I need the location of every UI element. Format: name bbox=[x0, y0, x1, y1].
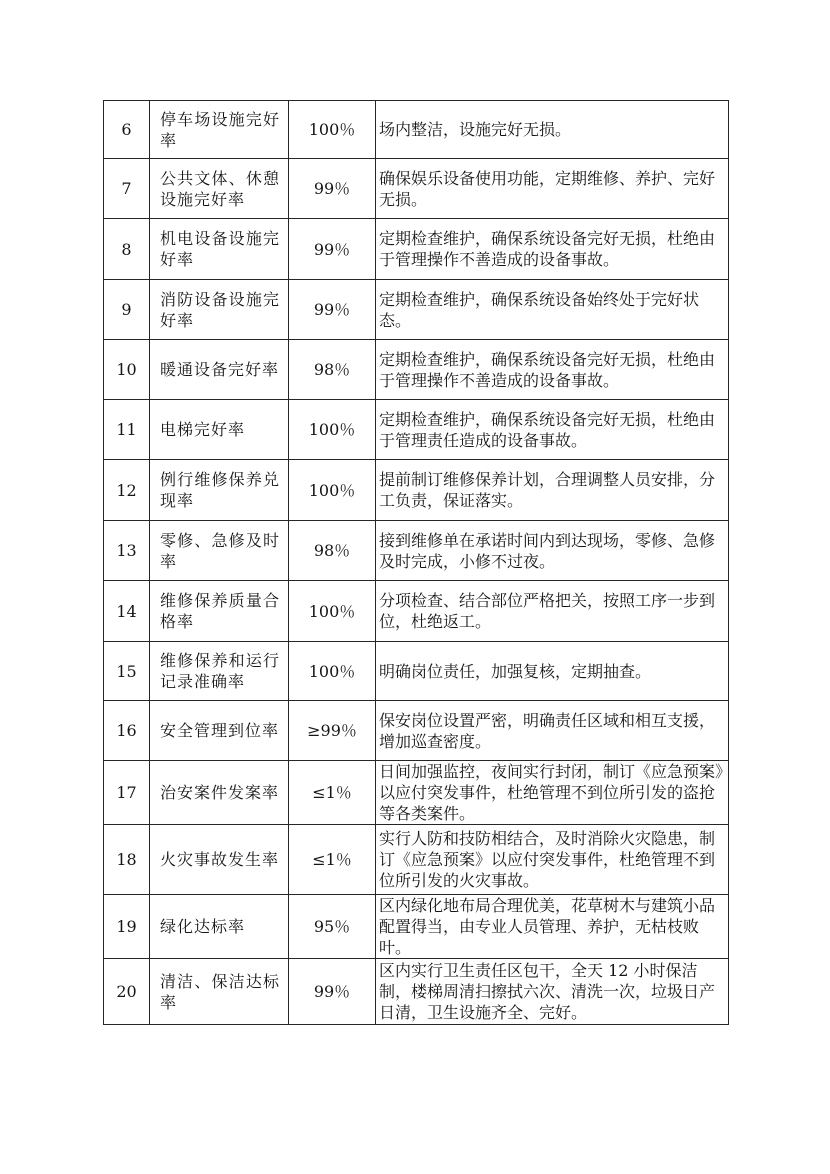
table-row bbox=[104, 959, 729, 1025]
row-number: 11 bbox=[104, 400, 150, 460]
row-number: 6 bbox=[104, 101, 150, 159]
target-value: 99％ bbox=[289, 280, 376, 340]
item-name: 绿化达标率 bbox=[150, 895, 289, 959]
item-name: 暖通设备完好率 bbox=[150, 340, 289, 400]
table-row bbox=[104, 159, 729, 219]
measure-text: 定期检查维护，确保系统设备完好无损，杜绝由于管理责任造成的设备事故。 bbox=[376, 400, 729, 460]
row-number: 14 bbox=[104, 581, 150, 642]
measure-text: 定期检查维护，确保系统设备始终处于完好状态。 bbox=[376, 280, 729, 340]
measure-text: 日间加强监控，夜间实行封闭，制订《应急预案》以应付突发事件，杜绝管理不到位所引发的盗抢等各类案件。 bbox=[376, 761, 729, 825]
target-value: 99％ bbox=[289, 159, 376, 219]
row-number: 18 bbox=[104, 825, 150, 895]
table-body bbox=[104, 101, 729, 1025]
measure-text: 实行人防和技防相结合，及时消除火灾隐患，制订《应急预案》以应付突发事件，杜绝管理不到位所引发的火灾事故。 bbox=[376, 825, 729, 895]
measure-text: 确保娱乐设备使用功能，定期维修、养护、完好无损。 bbox=[376, 159, 729, 219]
row-number: 19 bbox=[104, 895, 150, 959]
table-row bbox=[104, 701, 729, 761]
item-name: 例行维修保养兑现率 bbox=[150, 460, 289, 521]
target-value: ≤1％ bbox=[289, 825, 376, 895]
target-value: 99％ bbox=[289, 959, 376, 1025]
row-number: 12 bbox=[104, 460, 150, 521]
table-row bbox=[104, 642, 729, 701]
measure-text: 接到维修单在承诺时间内到达现场，零修、急修及时完成，小修不过夜。 bbox=[376, 521, 729, 581]
measure-text: 场内整洁，设施完好无损。 bbox=[376, 101, 729, 159]
row-number: 9 bbox=[104, 280, 150, 340]
row-number: 13 bbox=[104, 521, 150, 581]
table-row bbox=[104, 521, 729, 581]
item-name: 电梯完好率 bbox=[150, 400, 289, 460]
target-value: 100％ bbox=[289, 400, 376, 460]
item-name: 零修、急修及时率 bbox=[150, 521, 289, 581]
row-number: 10 bbox=[104, 340, 150, 400]
measure-text: 区内实行卫生责任区包干，全天 12 小时保洁制，楼梯周清扫擦拭六次、清洗一次，垃圾日产日清，卫生设施齐全、完好。 bbox=[376, 959, 729, 1025]
service-standards-table bbox=[103, 100, 729, 1025]
row-number: 7 bbox=[104, 159, 150, 219]
item-name: 机电设备设施完好率 bbox=[150, 219, 289, 280]
table-row bbox=[104, 460, 729, 521]
item-name: 消防设备设施完好率 bbox=[150, 280, 289, 340]
table-row bbox=[104, 761, 729, 825]
table-row bbox=[104, 895, 729, 959]
item-name: 治安案件发案率 bbox=[150, 761, 289, 825]
measure-text: 分项检查、结合部位严格把关，按照工序一步到位，杜绝返工。 bbox=[376, 581, 729, 642]
row-number: 8 bbox=[104, 219, 150, 280]
row-number: 17 bbox=[104, 761, 150, 825]
row-number: 20 bbox=[104, 959, 150, 1025]
row-number: 15 bbox=[104, 642, 150, 701]
table-row bbox=[104, 825, 729, 895]
item-name: 清洁、保洁达标率 bbox=[150, 959, 289, 1025]
item-name: 安全管理到位率 bbox=[150, 701, 289, 761]
measure-text: 保安岗位设置严密，明确责任区域和相互支援，增加巡查密度。 bbox=[376, 701, 729, 761]
item-name: 维修保养质量合格率 bbox=[150, 581, 289, 642]
target-value: 98％ bbox=[289, 340, 376, 400]
target-value: ≤1％ bbox=[289, 761, 376, 825]
measure-text: 明确岗位责任，加强复核，定期抽查。 bbox=[376, 642, 729, 701]
target-value: 100％ bbox=[289, 581, 376, 642]
target-value: 100％ bbox=[289, 101, 376, 159]
table-row bbox=[104, 400, 729, 460]
target-value: 100％ bbox=[289, 460, 376, 521]
measure-text: 定期检查维护，确保系统设备完好无损，杜绝由于管理操作不善造成的设备事故。 bbox=[376, 219, 729, 280]
target-value: 95％ bbox=[289, 895, 376, 959]
table-row bbox=[104, 581, 729, 642]
table-row bbox=[104, 340, 729, 400]
row-number: 16 bbox=[104, 701, 150, 761]
target-value: 100％ bbox=[289, 642, 376, 701]
measure-text: 提前制订维修保养计划，合理调整人员安排，分工负责，保证落实。 bbox=[376, 460, 729, 521]
table-row bbox=[104, 219, 729, 280]
item-name: 维修保养和运行记录准确率 bbox=[150, 642, 289, 701]
table-row bbox=[104, 280, 729, 340]
item-name: 火灾事故发生率 bbox=[150, 825, 289, 895]
measure-text: 区内绿化地布局合理优美，花草树木与建筑小品配置得当，由专业人员管理、养护，无枯枝败叶。 bbox=[376, 895, 729, 959]
target-value: ≥99％ bbox=[289, 701, 376, 761]
measure-text: 定期检查维护，确保系统设备完好无损，杜绝由于管理操作不善造成的设备事故。 bbox=[376, 340, 729, 400]
item-name: 停车场设施完好率 bbox=[150, 101, 289, 159]
table-row bbox=[104, 101, 729, 159]
target-value: 98％ bbox=[289, 521, 376, 581]
item-name: 公共文体、休憩设施完好率 bbox=[150, 159, 289, 219]
target-value: 99％ bbox=[289, 219, 376, 280]
